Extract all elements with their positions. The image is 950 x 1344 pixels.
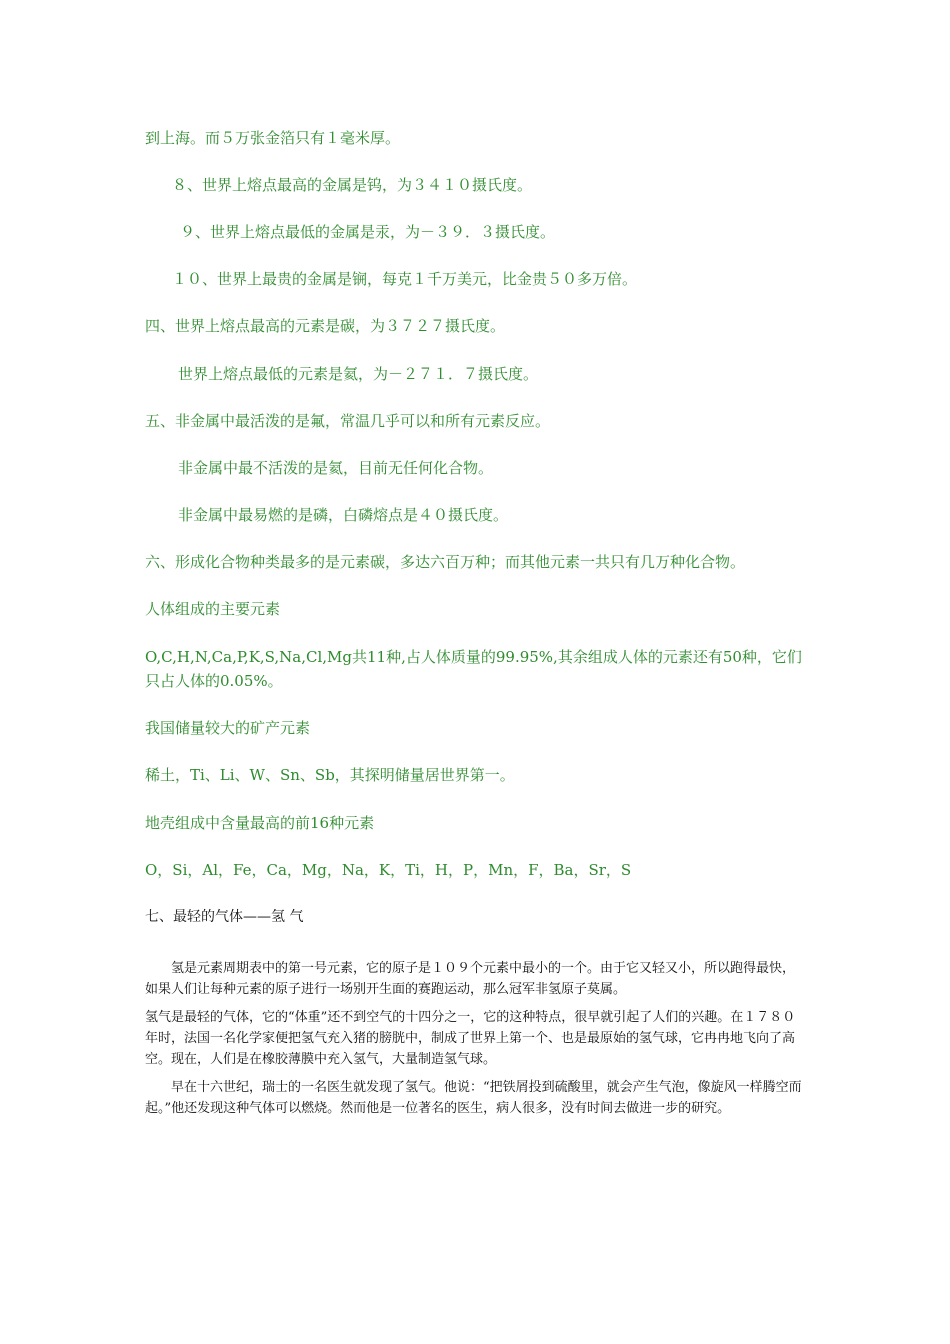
text-line-helium-inert: 非金属中最不活泼的是氦，目前无任何化合物。 — [178, 459, 494, 477]
paragraph-hydrogen-discovery: 早在十六世纪，瑞士的一名医生就发现了氢气。他说：“把铁屑投到硫酸里，就会产生气泡，像旋风一样腾空而起。”他还发现这种气体可以燃烧。然而他是一位著名的医生，病人很多，没有时间去做进一步的研究。 — [145, 1080, 802, 1116]
paragraph-body-elements: O,C,H,N,Ca,P,K,S,Na,Cl,Mg共11种,占人体质量的99.95%,其余组成人体的元素还有50种，它们只占人体的0.05%。 — [145, 648, 802, 690]
text-line-californium: １０、世界上最贵的金属是锎，每克１千万美元，比金贵５０多万倍。 — [172, 270, 638, 288]
text-line-carbon-compounds: 六、形成化合物种类最多的是元素碳，多达六百万种；而其他元素一共只有几万种化合物。 — [145, 553, 746, 571]
heading-crust-elements: 地壳组成中含量最高的前16种元素 — [145, 814, 375, 832]
section-title-hydrogen: 七、最轻的气体——氢 气 — [145, 909, 304, 925]
text-line-tungsten: ８、世界上熔点最高的金属是钨，为３４１０摄氏度。 — [172, 176, 533, 194]
paragraph-china-minerals: 稀土，Ti、Li、W、Sn、Sb，其探明储量居世界第一。 — [145, 766, 515, 784]
heading-china-minerals: 我国储量较大的矿产元素 — [145, 719, 311, 737]
text-line-carbon-melting: 四、世界上熔点最高的元素是碳，为３７２７摄氏度。 — [145, 317, 506, 335]
heading-body-elements: 人体组成的主要元素 — [145, 600, 281, 618]
text-line-mercury: ９、世界上熔点最低的金属是汞，为－３９．３摄氏度。 — [180, 223, 556, 241]
text-line-phosphorus: 非金属中最易燃的是磷，白磷熔点是４０摄氏度。 — [178, 506, 509, 524]
text-line-fluorine: 五、非金属中最活泼的是氟，常温几乎可以和所有元素反应。 — [145, 412, 551, 430]
text-line-helium-melting: 世界上熔点最低的元素是氦，为－２７１．７摄氏度。 — [178, 365, 539, 383]
paragraph-hydrogen-intro: 氢是元素周期表中的第一号元素，它的原子是１０９个元素中最小的一个。由于它又轻又小，所以跑得最快，如果人们让每种元素的原子进行一场别开生面的赛跑运动，那么冠军非氢原子莫属。 — [145, 961, 796, 997]
paragraph-hydrogen-balloon: 氢气是最轻的气体，它的“体重”还不到空气的十四分之一，它的这种特点，很早就引起了人们的兴趣。在１７８０年时，法国一名化学家便把氢气充入猪的膀胱中，制成了世界上第一个、也是最原始的氢气球，它冉冉地飞向了高空。现在，人们是在橡胶薄膜中充入氢气，大量制造氢气球。 — [145, 1010, 796, 1067]
paragraph-crust-elements: O，Si，Al，Fe，Ca，Mg，Na，K，Ti，H，P，Mn，F，Ba，Sr，S — [145, 861, 632, 879]
text-line-gold-foil: 到上海。而５万张金箔只有１毫米厚。 — [145, 129, 401, 147]
